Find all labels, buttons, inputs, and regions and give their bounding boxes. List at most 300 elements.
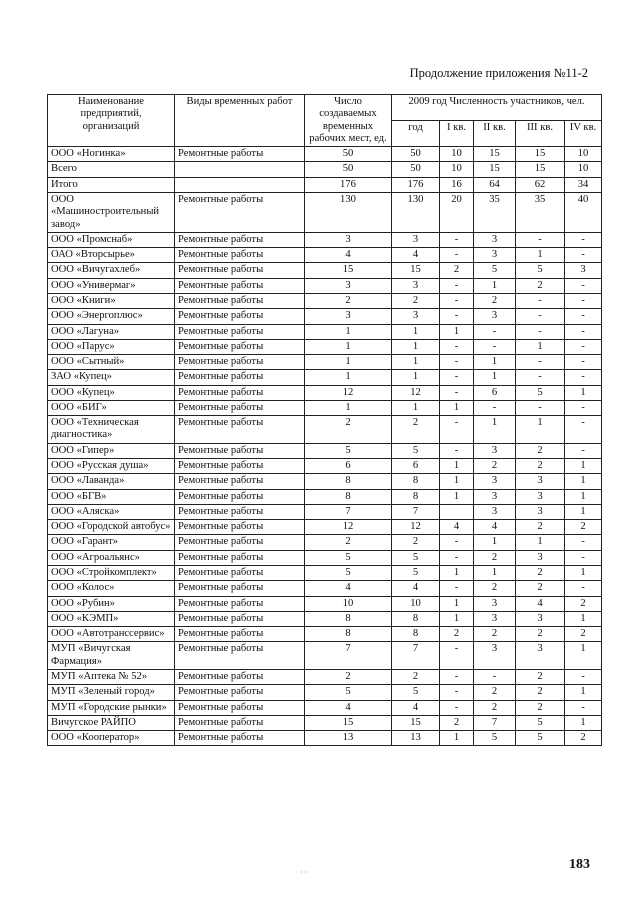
cell-q2: 2 xyxy=(474,685,516,700)
cell-work: Ремонтные работы xyxy=(175,278,305,293)
cell-q1: - xyxy=(440,385,474,400)
cell-work: Ремонтные работы xyxy=(175,293,305,308)
cell-jobs: 130 xyxy=(305,192,392,232)
cell-q2: 35 xyxy=(474,192,516,232)
cell-jobs: 5 xyxy=(305,566,392,581)
cell-q3: 1 xyxy=(516,248,565,263)
cell-jobs: 50 xyxy=(305,147,392,162)
cell-jobs: 2 xyxy=(305,535,392,550)
cell-q1: - xyxy=(440,309,474,324)
cell-q4: 40 xyxy=(565,192,602,232)
cell-jobs: 4 xyxy=(305,581,392,596)
cell-q3: 5 xyxy=(516,715,565,730)
table-row xyxy=(48,566,602,581)
cell-q3: 3 xyxy=(516,550,565,565)
cell-org: МУП «Аптека № 52» xyxy=(48,669,175,684)
cell-q1: - xyxy=(440,685,474,700)
cell-q3: 1 xyxy=(516,416,565,444)
cell-q2: 3 xyxy=(474,474,516,489)
cell-work: Ремонтные работы xyxy=(175,550,305,565)
cell-q4: 1 xyxy=(565,611,602,626)
table-row xyxy=(48,324,602,339)
cell-org: ООО «Городской автобус» xyxy=(48,520,175,535)
cell-jobs: 3 xyxy=(305,232,392,247)
cell-jobs: 12 xyxy=(305,385,392,400)
cell-q1: 10 xyxy=(440,147,474,162)
cell-year: 2 xyxy=(392,535,440,550)
cell-q1: 16 xyxy=(440,177,474,192)
cell-q2: 4 xyxy=(474,520,516,535)
cell-org: ООО «Энергоплюс» xyxy=(48,309,175,324)
table-row xyxy=(48,504,602,519)
cell-q4: 2 xyxy=(565,596,602,611)
cell-q3: 4 xyxy=(516,596,565,611)
cell-q1: 1 xyxy=(440,489,474,504)
cell-q3: 2 xyxy=(516,700,565,715)
cell-jobs: 12 xyxy=(305,520,392,535)
cell-jobs: 3 xyxy=(305,309,392,324)
table-row xyxy=(48,293,602,308)
cell-q2: 3 xyxy=(474,596,516,611)
cell-jobs: 15 xyxy=(305,263,392,278)
cell-q3: 2 xyxy=(516,443,565,458)
cell-q4: - xyxy=(565,355,602,370)
cell-q1: - xyxy=(440,443,474,458)
cell-q3: 35 xyxy=(516,192,565,232)
cell-year: 1 xyxy=(392,400,440,415)
table-row xyxy=(48,370,602,385)
cell-org: Вичугское РАЙПО xyxy=(48,715,175,730)
cell-q1: - xyxy=(440,339,474,354)
table-row xyxy=(48,685,602,700)
cell-q3: 3 xyxy=(516,504,565,519)
cell-work: Ремонтные работы xyxy=(175,355,305,370)
cell-work: Ремонтные работы xyxy=(175,232,305,247)
cell-org: ООО «Парус» xyxy=(48,339,175,354)
cell-q3: - xyxy=(516,355,565,370)
cell-q4: - xyxy=(565,700,602,715)
cell-q2: - xyxy=(474,339,516,354)
table-row xyxy=(48,309,602,324)
cell-work: Ремонтные работы xyxy=(175,400,305,415)
cell-q1: - xyxy=(440,669,474,684)
cell-work: Ремонтные работы xyxy=(175,385,305,400)
col-q4-header: IV кв. xyxy=(565,121,602,147)
cell-year: 2 xyxy=(392,416,440,444)
cell-work: Ремонтные работы xyxy=(175,685,305,700)
cell-q2: 15 xyxy=(474,147,516,162)
col-year-header: год xyxy=(392,121,440,147)
table-row xyxy=(48,611,602,626)
cell-work: Ремонтные работы xyxy=(175,566,305,581)
cell-q1: - xyxy=(440,355,474,370)
cell-q2: 2 xyxy=(474,550,516,565)
cell-year: 15 xyxy=(392,715,440,730)
cell-q1: 1 xyxy=(440,400,474,415)
table-row xyxy=(48,339,602,354)
cell-year: 10 xyxy=(392,596,440,611)
table-row xyxy=(48,400,602,415)
cell-q4: 10 xyxy=(565,147,602,162)
cell-year: 12 xyxy=(392,385,440,400)
table-row xyxy=(48,489,602,504)
table-row xyxy=(48,669,602,684)
cell-q1: - xyxy=(440,248,474,263)
cell-q3: 3 xyxy=(516,642,565,670)
cell-q1: 1 xyxy=(440,459,474,474)
cell-q3: - xyxy=(516,370,565,385)
cell-q4: 1 xyxy=(565,685,602,700)
cell-q4: - xyxy=(565,550,602,565)
cell-q1: 20 xyxy=(440,192,474,232)
col-q2-header: II кв. xyxy=(474,121,516,147)
cell-org: Итого xyxy=(48,177,175,192)
cell-year: 2 xyxy=(392,669,440,684)
cell-work xyxy=(175,177,305,192)
cell-org: ООО «Стройкомплект» xyxy=(48,566,175,581)
cell-org: ООО «БИГ» xyxy=(48,400,175,415)
cell-q4: - xyxy=(565,400,602,415)
cell-q2: 5 xyxy=(474,263,516,278)
cell-org: ООО «Автотранссервис» xyxy=(48,627,175,642)
cell-jobs: 7 xyxy=(305,642,392,670)
cell-jobs: 13 xyxy=(305,731,392,746)
cell-q1: 2 xyxy=(440,627,474,642)
cell-q3: 3 xyxy=(516,489,565,504)
cell-jobs: 50 xyxy=(305,162,392,177)
table-row xyxy=(48,581,602,596)
cell-jobs: 1 xyxy=(305,339,392,354)
cell-q2: 1 xyxy=(474,416,516,444)
page-number: 183 xyxy=(569,857,590,872)
cell-work: Ремонтные работы xyxy=(175,339,305,354)
cell-work: Ремонтные работы xyxy=(175,504,305,519)
col-year-group-header: 2009 год Численность участников, чел. xyxy=(392,95,602,121)
cell-q3: 15 xyxy=(516,162,565,177)
cell-q3: 5 xyxy=(516,385,565,400)
table-body xyxy=(48,147,602,746)
cell-year: 50 xyxy=(392,147,440,162)
cell-q1: - xyxy=(440,700,474,715)
cell-q1: 4 xyxy=(440,520,474,535)
cell-q4: - xyxy=(565,416,602,444)
cell-work: Ремонтные работы xyxy=(175,309,305,324)
cell-org: ООО «Гипер» xyxy=(48,443,175,458)
cell-org: ООО «Техническая диагностика» xyxy=(48,416,175,444)
cell-q2: 3 xyxy=(474,504,516,519)
cell-org: ООО «Лагуна» xyxy=(48,324,175,339)
cell-year: 4 xyxy=(392,700,440,715)
cell-q2: 1 xyxy=(474,278,516,293)
cell-year: 130 xyxy=(392,192,440,232)
cell-q4: 1 xyxy=(565,642,602,670)
cell-q2: 3 xyxy=(474,611,516,626)
cell-jobs: 8 xyxy=(305,611,392,626)
cell-year: 5 xyxy=(392,685,440,700)
cell-jobs: 8 xyxy=(305,489,392,504)
cell-org: ООО «Купец» xyxy=(48,385,175,400)
cell-q3: 62 xyxy=(516,177,565,192)
cell-q4: - xyxy=(565,339,602,354)
cell-q4: - xyxy=(565,535,602,550)
cell-jobs: 10 xyxy=(305,596,392,611)
cell-year: 5 xyxy=(392,566,440,581)
table-row xyxy=(48,177,602,192)
cell-q3: - xyxy=(516,309,565,324)
cell-q3: 2 xyxy=(516,520,565,535)
col-q1-header: I кв. xyxy=(440,121,474,147)
cell-q4: 3 xyxy=(565,263,602,278)
cell-q4: - xyxy=(565,232,602,247)
table-row xyxy=(48,596,602,611)
table-row xyxy=(48,147,602,162)
cell-q2: - xyxy=(474,669,516,684)
cell-work: Ремонтные работы xyxy=(175,535,305,550)
cell-year: 50 xyxy=(392,162,440,177)
cell-org: ООО «Аляска» xyxy=(48,504,175,519)
cell-q2: 3 xyxy=(474,443,516,458)
cell-year: 8 xyxy=(392,489,440,504)
cell-org: ООО «Агроальянс» xyxy=(48,550,175,565)
cell-work: Ремонтные работы xyxy=(175,642,305,670)
table-row xyxy=(48,192,602,232)
cell-q2: 2 xyxy=(474,293,516,308)
cell-year: 4 xyxy=(392,581,440,596)
cell-work: Ремонтные работы xyxy=(175,443,305,458)
cell-jobs: 1 xyxy=(305,324,392,339)
cell-q4: - xyxy=(565,278,602,293)
cell-work: Ремонтные работы xyxy=(175,459,305,474)
col-work-header: Виды временных работ xyxy=(175,95,305,147)
cell-q2: 3 xyxy=(474,642,516,670)
cell-q3: 2 xyxy=(516,278,565,293)
cell-q1: - xyxy=(440,642,474,670)
cell-q3: 1 xyxy=(516,535,565,550)
cell-jobs: 1 xyxy=(305,355,392,370)
cell-year: 8 xyxy=(392,611,440,626)
cell-work: Ремонтные работы xyxy=(175,627,305,642)
table-row xyxy=(48,459,602,474)
cell-year: 15 xyxy=(392,263,440,278)
cell-q3: 15 xyxy=(516,147,565,162)
cell-q3: 5 xyxy=(516,263,565,278)
table-row xyxy=(48,731,602,746)
cell-work: Ремонтные работы xyxy=(175,520,305,535)
cell-org: МУП «Вичугская Фармация» xyxy=(48,642,175,670)
cell-q2: 1 xyxy=(474,370,516,385)
cell-year: 3 xyxy=(392,309,440,324)
cell-q1: - xyxy=(440,550,474,565)
cell-q1: - xyxy=(440,581,474,596)
cell-q1: - xyxy=(440,293,474,308)
cell-jobs: 15 xyxy=(305,715,392,730)
cell-q2: 5 xyxy=(474,731,516,746)
table-row xyxy=(48,715,602,730)
cell-q1 xyxy=(440,504,474,519)
cell-q2: 2 xyxy=(474,627,516,642)
table-row xyxy=(48,385,602,400)
cell-q3: - xyxy=(516,324,565,339)
cell-q4: - xyxy=(565,669,602,684)
cell-org: Всего xyxy=(48,162,175,177)
table-row xyxy=(48,248,602,263)
cell-q2: 15 xyxy=(474,162,516,177)
table-row xyxy=(48,474,602,489)
cell-year: 4 xyxy=(392,248,440,263)
table-row xyxy=(48,355,602,370)
cell-jobs: 5 xyxy=(305,443,392,458)
cell-q3: 3 xyxy=(516,611,565,626)
cell-q4: 2 xyxy=(565,731,602,746)
cell-q3: - xyxy=(516,293,565,308)
table-row xyxy=(48,535,602,550)
cell-q3: - xyxy=(516,400,565,415)
cell-work: Ремонтные работы xyxy=(175,192,305,232)
cell-org: ООО «Вичугахлеб» xyxy=(48,263,175,278)
cell-work: Ремонтные работы xyxy=(175,611,305,626)
cell-jobs: 1 xyxy=(305,370,392,385)
cell-work xyxy=(175,162,305,177)
cell-q3: 2 xyxy=(516,581,565,596)
cell-work: Ремонтные работы xyxy=(175,700,305,715)
table-row xyxy=(48,416,602,444)
col-org-header: Наименование предприятий, организаций xyxy=(48,95,175,147)
table-row xyxy=(48,700,602,715)
cell-q4: 1 xyxy=(565,459,602,474)
cell-org: ООО «Колос» xyxy=(48,581,175,596)
cell-q4: - xyxy=(565,581,602,596)
cell-jobs: 4 xyxy=(305,248,392,263)
cell-jobs: 2 xyxy=(305,416,392,444)
cell-q2: 3 xyxy=(474,232,516,247)
cell-jobs: 6 xyxy=(305,459,392,474)
cell-work: Ремонтные работы xyxy=(175,715,305,730)
cell-work: Ремонтные работы xyxy=(175,596,305,611)
cell-q3: 1 xyxy=(516,339,565,354)
cell-org: ООО «Машиностроительный завод» xyxy=(48,192,175,232)
cell-year: 6 xyxy=(392,459,440,474)
table-row xyxy=(48,263,602,278)
cell-year: 2 xyxy=(392,293,440,308)
cell-jobs: 8 xyxy=(305,627,392,642)
cell-q3: 2 xyxy=(516,627,565,642)
cell-q1: 2 xyxy=(440,263,474,278)
cell-q2: 64 xyxy=(474,177,516,192)
cell-q2: 3 xyxy=(474,309,516,324)
cell-q1: - xyxy=(440,232,474,247)
cell-q4: 2 xyxy=(565,627,602,642)
cell-org: ООО «Ногинка» xyxy=(48,147,175,162)
cell-year: 1 xyxy=(392,339,440,354)
cell-org: ООО «КЭМП» xyxy=(48,611,175,626)
cell-q2: 1 xyxy=(474,535,516,550)
cell-q1: - xyxy=(440,370,474,385)
cell-year: 3 xyxy=(392,232,440,247)
cell-org: ООО «Промснаб» xyxy=(48,232,175,247)
cell-year: 12 xyxy=(392,520,440,535)
cell-work: Ремонтные работы xyxy=(175,248,305,263)
cell-q4: 10 xyxy=(565,162,602,177)
cell-jobs: 3 xyxy=(305,278,392,293)
cell-org: ООО «Гарант» xyxy=(48,535,175,550)
table-row xyxy=(48,278,602,293)
cell-year: 176 xyxy=(392,177,440,192)
cell-year: 7 xyxy=(392,642,440,670)
table-row xyxy=(48,443,602,458)
cell-year: 8 xyxy=(392,627,440,642)
cell-q4: 1 xyxy=(565,385,602,400)
col-jobs-header: Число создаваемых временных рабочих мест, ед. xyxy=(305,95,392,147)
cell-jobs: 1 xyxy=(305,400,392,415)
cell-q1: - xyxy=(440,535,474,550)
table-row xyxy=(48,550,602,565)
cell-org: ООО «Книги» xyxy=(48,293,175,308)
cell-year: 8 xyxy=(392,474,440,489)
cell-q3: 2 xyxy=(516,459,565,474)
cell-year: 5 xyxy=(392,443,440,458)
cell-jobs: 2 xyxy=(305,669,392,684)
cell-q2: 7 xyxy=(474,715,516,730)
cell-q1: 2 xyxy=(440,715,474,730)
cell-org: ЗАО «Купец» xyxy=(48,370,175,385)
cell-q4: 1 xyxy=(565,566,602,581)
cell-q3: 5 xyxy=(516,731,565,746)
table-row xyxy=(48,162,602,177)
cell-q1: 1 xyxy=(440,566,474,581)
cell-q2: 3 xyxy=(474,489,516,504)
cell-q3: 3 xyxy=(516,474,565,489)
table-row xyxy=(48,232,602,247)
footer-marks: · · xyxy=(300,868,308,877)
cell-q3: - xyxy=(516,232,565,247)
cell-q1: 1 xyxy=(440,731,474,746)
cell-org: ОАО «Вторсырье» xyxy=(48,248,175,263)
cell-q4: - xyxy=(565,309,602,324)
cell-org: ООО «Рубин» xyxy=(48,596,175,611)
cell-work: Ремонтные работы xyxy=(175,370,305,385)
cell-jobs: 4 xyxy=(305,700,392,715)
cell-q2: 6 xyxy=(474,385,516,400)
cell-org: МУП «Городские рынки» xyxy=(48,700,175,715)
cell-year: 13 xyxy=(392,731,440,746)
cell-org: ООО «Универмаг» xyxy=(48,278,175,293)
cell-q4: 1 xyxy=(565,474,602,489)
col-q3-header: III кв. xyxy=(516,121,565,147)
cell-jobs: 5 xyxy=(305,550,392,565)
page-header: Продолжение приложения №11-2 xyxy=(409,66,588,80)
cell-jobs: 2 xyxy=(305,293,392,308)
cell-q4: - xyxy=(565,324,602,339)
cell-q2: 1 xyxy=(474,355,516,370)
cell-year: 1 xyxy=(392,324,440,339)
cell-q1: 1 xyxy=(440,324,474,339)
cell-q2: 2 xyxy=(474,700,516,715)
cell-work: Ремонтные работы xyxy=(175,474,305,489)
participants-table xyxy=(47,94,602,746)
cell-year: 5 xyxy=(392,550,440,565)
cell-q2: 2 xyxy=(474,581,516,596)
cell-org: ООО «Кооператор» xyxy=(48,731,175,746)
cell-org: ООО «БГВ» xyxy=(48,489,175,504)
cell-jobs: 176 xyxy=(305,177,392,192)
table-header xyxy=(48,95,602,147)
cell-work: Ремонтные работы xyxy=(175,324,305,339)
cell-q2: 1 xyxy=(474,566,516,581)
cell-work: Ремонтные работы xyxy=(175,669,305,684)
cell-q1: - xyxy=(440,278,474,293)
cell-org: ООО «Сытный» xyxy=(48,355,175,370)
table-row xyxy=(48,627,602,642)
